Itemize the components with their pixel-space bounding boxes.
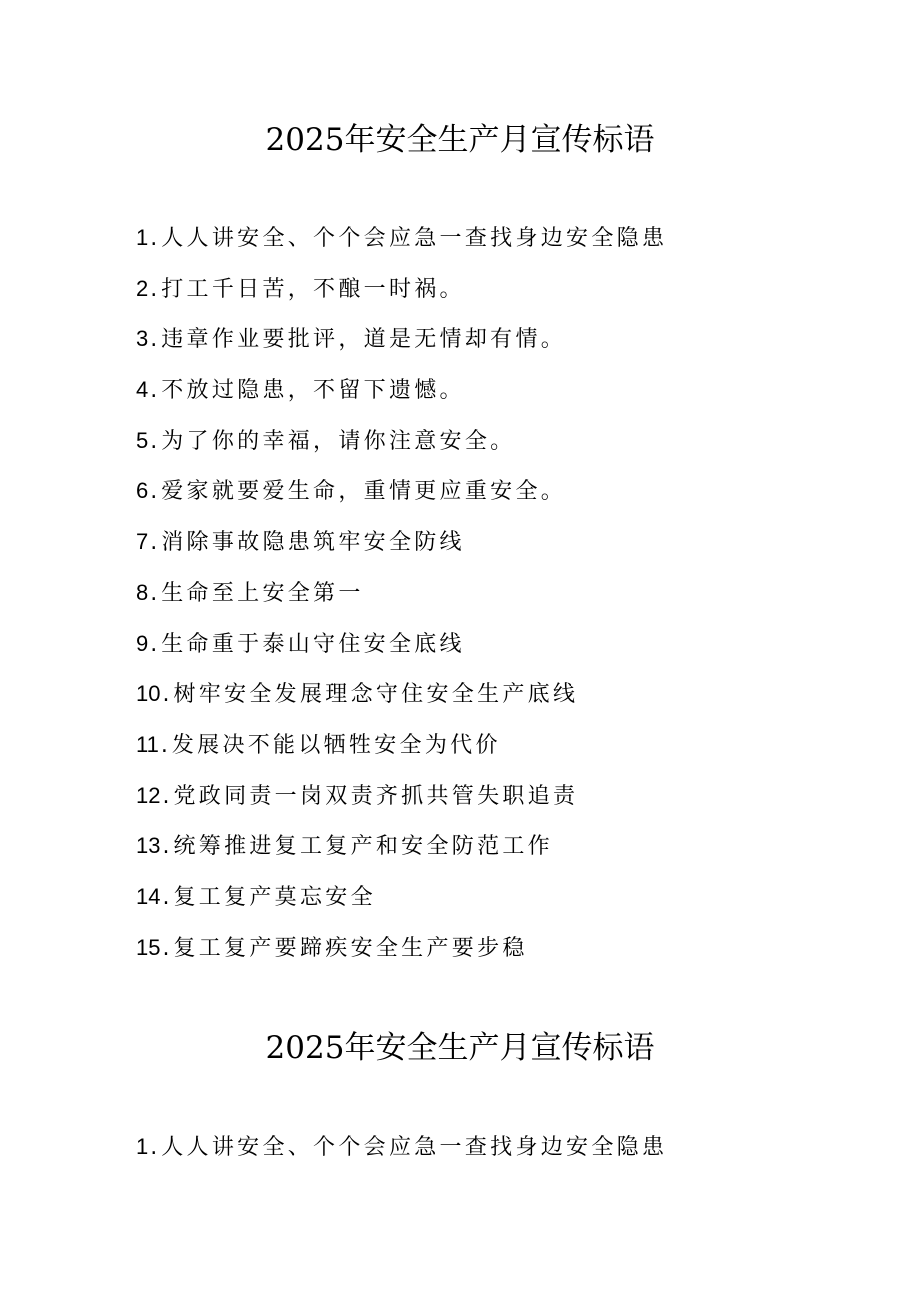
item-separator: . [150,530,158,556]
item-number: 6 [136,478,149,504]
list-item [136,324,667,375]
item-number: 7 [136,529,149,555]
item-number: 10 [136,681,161,707]
list-item [136,1132,667,1183]
item-text: 复工复产要蹄疾安全生产要步稳 [173,935,528,961]
list-item [136,831,667,882]
item-number: 4 [136,377,149,403]
slogan-list [136,1132,667,1183]
item-number: 5 [136,427,149,453]
list-item [136,933,667,984]
item-number: 9 [136,630,149,656]
item-separator: . [162,682,170,708]
item-separator: . [162,834,170,860]
item-separator: . [162,783,170,809]
item-number: 1 [136,225,149,250]
item-number: 11 [136,731,159,757]
list-item [136,375,667,426]
item-separator: . [150,1135,158,1160]
item-separator: . [150,378,158,404]
item-separator: . [150,226,158,251]
item-number: 1 [136,1134,149,1159]
item-number: 12 [136,782,161,808]
item-text: 爱家就要爱生命，重情更应重安全。 [161,479,567,505]
item-text: 生命至上安全第一 [161,580,364,606]
item-number: 14 [136,883,161,909]
item-text: 统筹推进复工复产和安全防范工作 [173,834,553,860]
item-separator: . [150,580,158,606]
item-separator: . [150,631,158,657]
item-number: 3 [136,326,149,352]
list-item [136,629,667,680]
item-text: 消除事故隐患筑牢安全防线 [161,530,465,556]
list-item [136,426,667,477]
list-item [136,223,667,274]
item-text: 人人讲安全、个个会应急一查找身边安全隐患 [161,226,668,251]
item-text: 生命重于泰山守住安全底线 [161,631,465,657]
slogan-list [136,223,667,983]
item-text: 为了你的幸福，请你注意安全。 [161,428,516,454]
item-number: 8 [136,579,149,605]
item-text: 发展决不能以牺牲安全为代价 [171,732,501,758]
item-separator: . [150,276,158,302]
item-text: 不放过隐患，不留下遗憾。 [161,378,465,404]
item-number: 2 [136,275,149,301]
list-item [136,578,667,629]
item-separator: . [150,327,158,353]
item-separator: . [162,884,170,910]
list-item [136,730,667,781]
item-text: 违章作业要批评，道是无情却有情。 [161,327,567,353]
item-text: 人人讲安全、个个会应急一查找身边安全隐患 [161,1135,668,1160]
item-number: 15 [136,934,161,960]
item-number: 13 [136,833,161,859]
list-item [136,274,667,325]
item-text: 树牢安全发展理念守住安全生产底线 [173,682,579,708]
item-separator: . [162,935,170,961]
list-item [136,882,667,933]
list-item [136,476,667,527]
item-text: 打工千日苦，不酿一时祸。 [161,276,465,302]
item-separator: . [160,732,168,758]
item-text: 党政同责一岗双责齐抓共管失职追责 [173,783,579,809]
item-separator: . [150,428,158,454]
list-item [136,679,667,730]
item-separator: . [150,479,158,505]
list-item [136,781,667,832]
section-title: 2025年安全生产月宣传标语 [265,1030,655,1066]
item-text: 复工复产莫忘安全 [173,884,376,910]
page-title: 2025年安全生产月宣传标语 [265,122,655,158]
list-item [136,527,667,578]
